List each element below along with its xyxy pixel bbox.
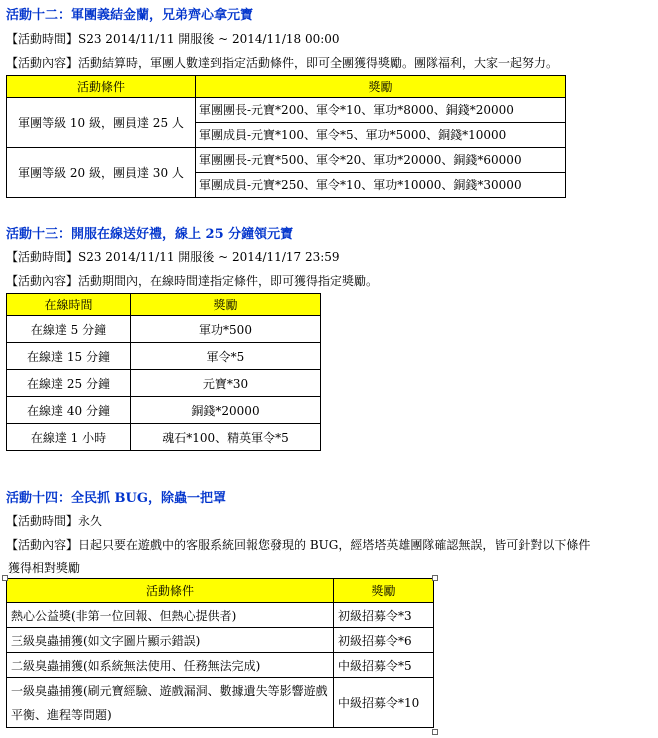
table-row — [7, 628, 434, 653]
table-header: 活動條件 — [7, 579, 334, 603]
online-time-cell: 在線達 25 分鐘 — [7, 370, 131, 397]
table-row — [7, 98, 566, 148]
online-time-cell: 在線達 1 小時 — [7, 424, 131, 451]
condition-cell: 熱心公益獎(非第一位回報、但熱心提供者) — [7, 603, 334, 628]
condition-cell: 三級臭蟲捕獲(如文字圖片顯示錯誤) — [7, 628, 334, 653]
table-header: 獎勵 — [131, 294, 321, 316]
section-13-table — [6, 293, 321, 451]
table-header: 獎勵 — [334, 579, 434, 603]
condition-cell: 二級臭蟲捕獲(如系統無法使用、任務無法完成) — [7, 653, 334, 678]
section-12-title: 活動十二：軍團義結金蘭，兄弟齊心拿元寶 — [6, 8, 254, 23]
condition-cell: 軍團等級 20 級，團員達 30 人 — [7, 148, 196, 198]
table-row — [7, 370, 321, 397]
section-14-title: 活動十四：全民抓 BUG，除蟲一把罩 — [6, 491, 226, 506]
section-12-content: 【活動內容】活動結算時，軍團人數達到指定活動條件，即可全團獲得獎勵。團隊福利，大家一起努力。 — [6, 56, 559, 70]
reward-cell: 魂石*100、精英軍令*5 — [131, 424, 321, 451]
online-time-cell: 在線達 15 分鐘 — [7, 343, 131, 370]
section-14-table — [6, 578, 434, 728]
condition-cell: 一級臭蟲捕獲(刷元寶經驗、遊戲漏洞、數據遺失等影響遊戲平衡、進程等問題) — [7, 678, 334, 728]
member-reward: 軍團成員-元寶*250、軍令*10、軍功*10000、銅錢*30000 — [196, 172, 565, 197]
section-14-content-line1: 【活動內容】日起只要在遊戲中的客服系統回報您發現的 BUG，經塔塔英雄團隊確認無誤，皆可針對以下條件 — [6, 538, 591, 552]
section-14-time: 【活動時間】永久 — [6, 514, 103, 528]
reward-cell: 軍功*500 — [131, 316, 321, 343]
table-row — [7, 678, 434, 728]
table-row — [7, 343, 321, 370]
section-14-content-line2: 獲得相對獎勵 — [8, 561, 81, 575]
reward-cell — [196, 148, 566, 198]
section-12-table — [6, 75, 566, 198]
resize-handle[interactable] — [432, 575, 438, 581]
section-12-time: 【活動時間】S23 2014/11/11 開服後 ~ 2014/11/18 00:00 — [6, 32, 340, 46]
online-time-cell: 在線達 5 分鐘 — [7, 316, 131, 343]
section-13-title: 活動十三：開服在線送好禮，線上 25 分鐘領元寶 — [6, 227, 294, 242]
reward-cell — [196, 98, 566, 148]
reward-cell: 中級招募令*5 — [334, 653, 434, 678]
online-time-cell: 在線達 40 分鐘 — [7, 397, 131, 424]
table-row — [7, 603, 434, 628]
resize-handle[interactable] — [432, 729, 438, 735]
reward-cell: 元寶*30 — [131, 370, 321, 397]
reward-cell: 中級招募令*10 — [334, 678, 434, 728]
table-row — [7, 653, 434, 678]
table-header: 活動條件 — [7, 76, 196, 98]
table-row — [7, 424, 321, 451]
section-13-content: 【活動內容】活動期間內，在線時間達指定條件，即可獲得指定獎勵。 — [6, 274, 379, 288]
reward-cell: 軍令*5 — [131, 343, 321, 370]
reward-cell: 銅錢*20000 — [131, 397, 321, 424]
reward-cell: 初級招募令*6 — [334, 628, 434, 653]
section-13-time: 【活動時間】S23 2014/11/11 開服後 ~ 2014/11/17 23:59 — [6, 250, 340, 264]
table-header: 獎勵 — [196, 76, 566, 98]
table-row — [7, 397, 321, 424]
resize-handle[interactable] — [2, 575, 8, 581]
leader-reward: 軍團團長-元寶*200、軍令*10、軍功*8000、銅錢*20000 — [199, 103, 514, 117]
leader-reward: 軍團團長-元寶*500、軍令*20、軍功*20000、銅錢*60000 — [199, 153, 522, 167]
table-row — [7, 316, 321, 343]
table-row — [7, 148, 566, 198]
table-header: 在線時間 — [7, 294, 131, 316]
reward-cell: 初級招募令*3 — [334, 603, 434, 628]
member-reward: 軍團成員-元寶*100、軍令*5、軍功*5000、銅錢*10000 — [196, 122, 565, 147]
condition-cell: 軍團等級 10 級，團員達 25 人 — [7, 98, 196, 148]
